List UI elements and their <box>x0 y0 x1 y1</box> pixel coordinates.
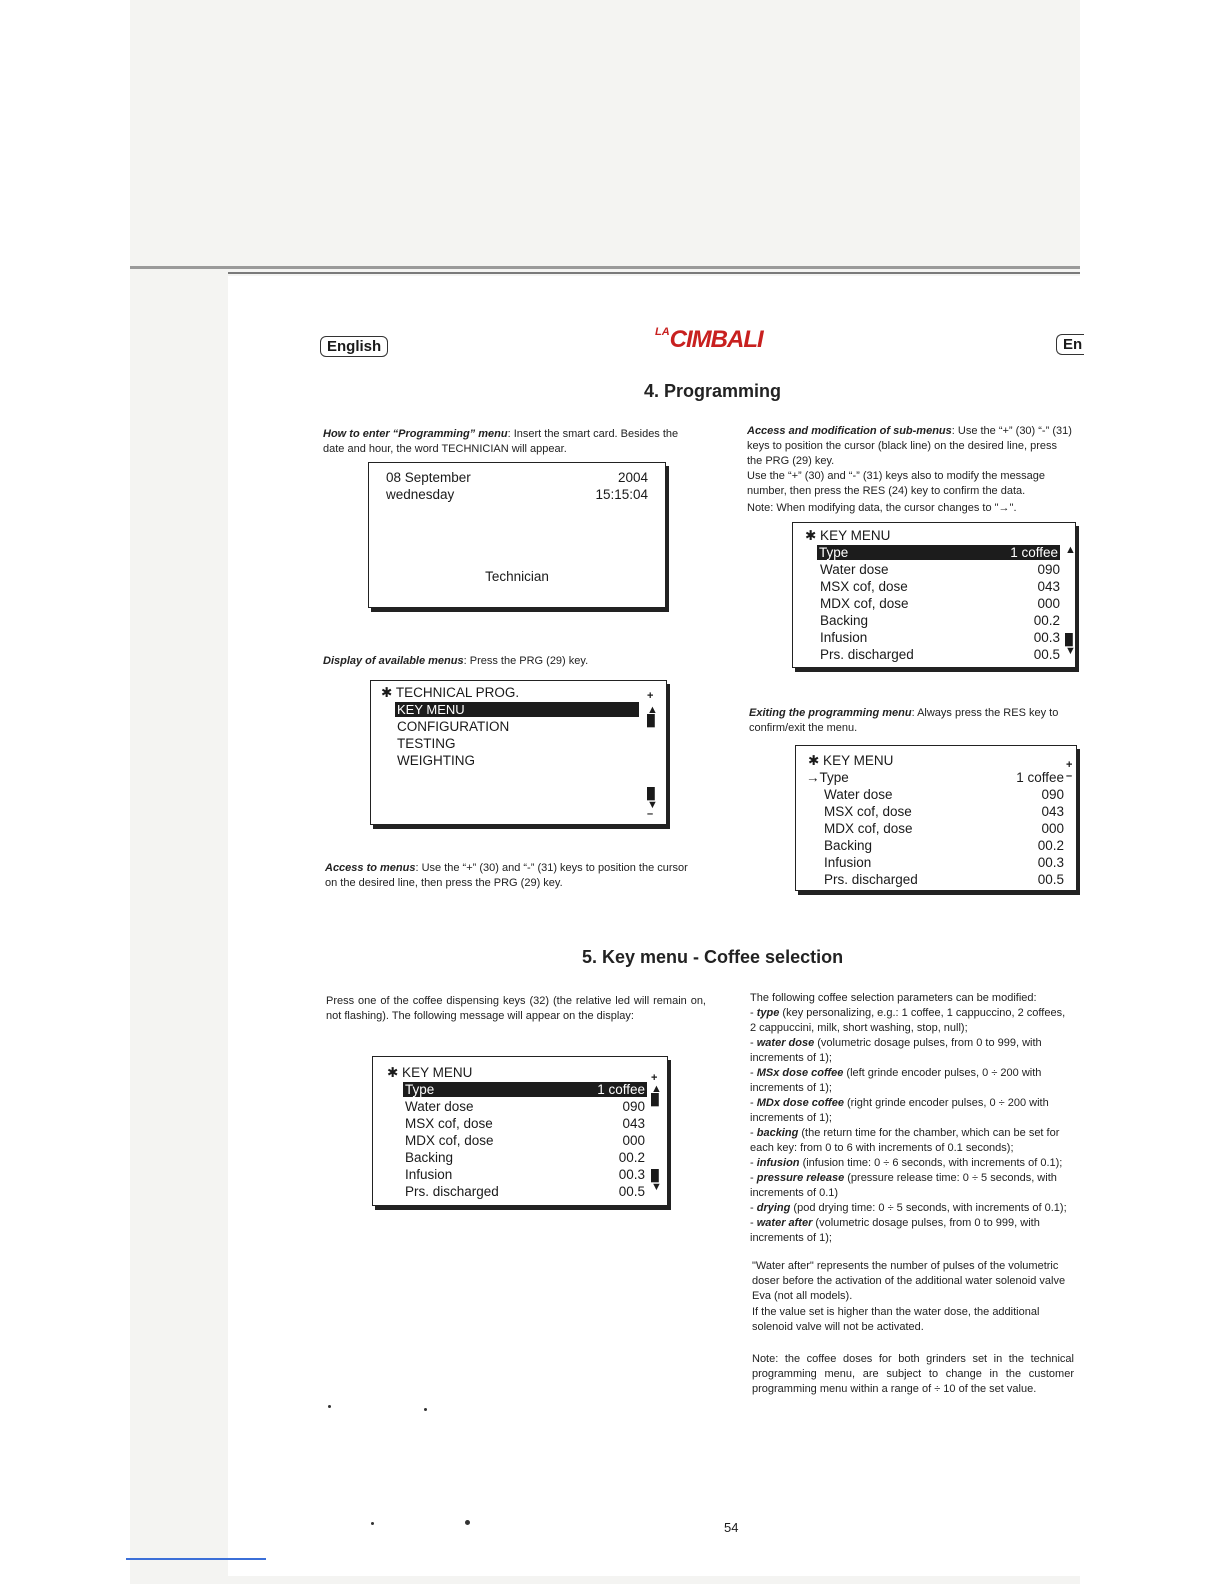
section-5-title: 5. Key menu - Coffee selection <box>582 947 844 967</box>
param-item: - MSx dose coffee (left grinde encoder pulses, 0 ÷ 200 with increments of 1); <box>750 1067 1042 1094</box>
modify-plus-minus-icon: + – <box>1066 759 1073 782</box>
lcd-tech-item-weighting: WEIGHTING <box>397 753 475 768</box>
params-list <box>750 1006 1074 1246</box>
param-item: - water after (volumetric dosage pulses, from 0 to 999, with increments of 1); <box>750 1217 1040 1244</box>
param-item: - type (key personalizing, e.g.: 1 coffee, 1 cappuccino, 2 coffees, 2 cappuccini, milk, short washing, stop, null); <box>750 1007 1066 1034</box>
scroll-down-icon: █ ▼ <box>651 1170 662 1193</box>
key-menu-row-water: Water dose 090 <box>824 787 1064 802</box>
language-badge-left: English <box>320 336 388 357</box>
param-item: - infusion (infusion time: 0 ÷ 6 seconds, with increments of 0.1); <box>750 1157 1063 1169</box>
lcd-tech-item-testing: TESTING <box>397 736 456 751</box>
language-badge-right: En <box>1056 334 1084 355</box>
param-item: - drying (pod drying time: 0 ÷ 5 seconds, with increments of 0.1); <box>750 1202 1067 1214</box>
key-menu-row-discharged: Prs. discharged 00.5 <box>824 872 1064 887</box>
lcd-time: 15:15:04 <box>595 487 648 502</box>
lcd-day: wednesday <box>386 487 455 502</box>
submenus-modify-paragraph: Use the “+” (30) and “-” (31) keys also to modify the message number, then press the RES (24) key to confirm the data. <box>747 470 1046 497</box>
display-menus-paragraph: Display of available menus: Press the PRG (29) key. <box>323 655 589 667</box>
access-menus-paragraph: Access to menus: Use the “+” (30) and “-” (31) keys to position the cursor on the desired line, then press the PRG (29) key. <box>325 862 688 889</box>
key-menu-row-backing: Backing 00.2 <box>824 838 1064 853</box>
key-menu-row-type: Type 1 coffee <box>405 1082 645 1097</box>
lcd-tech-item-configuration: CONFIGURATION <box>397 719 510 734</box>
section-4-title: 4. Programming <box>644 381 782 401</box>
page-top-rule <box>228 272 1080 274</box>
page-edge <box>130 266 1080 269</box>
lcd-year: 2004 <box>617 470 648 485</box>
scroll-plus-icon: + ▲ █ <box>651 1072 662 1106</box>
key-menu-row-backing: Backing 00.2 <box>405 1150 645 1165</box>
key-menu-row-infusion: Infusion 00.3 <box>824 855 1064 870</box>
press-coffee-key-paragraph: Press one of the coffee dispensing keys (32) (the relative led will remain on, not flashing). The following message will appear on the display: <box>326 995 706 1022</box>
key-menu-title: ✱ KEY MENU <box>805 528 891 543</box>
key-menu-row-msx: MSX cof, dose 043 <box>405 1116 645 1131</box>
key-menu-row-discharged: Prs. discharged 00.5 <box>405 1184 645 1199</box>
cimbali-logo: $^{LA}$CIMBALI <box>655 326 763 353</box>
scan-speck <box>424 1408 427 1411</box>
key-menu-row-infusion: Infusion 00.3 <box>405 1167 645 1182</box>
submenus-note: Note: When modifying data, the cursor changes to "→". <box>747 502 1017 514</box>
lcd-technician-label: Technician <box>485 569 549 584</box>
scroll-up-icon: ▲ █ <box>647 704 658 727</box>
param-item: - water dose (volumetric dosage pulses, from 0 to 999, with increments of 1); <box>750 1037 1042 1064</box>
param-item: - backing (the return time for the chamber, which can be set for each key: from 0 to 6 with increments of 0.1 seconds); <box>750 1127 1060 1154</box>
key-menu-row-type: Type 1 coffee <box>819 545 1058 560</box>
coffee-doses-note: Note: the coffee doses for both grinders set in the technical programming menu, are subject to change in the customer programming menu within a range of ÷ 10 of the set value. <box>752 1353 1074 1395</box>
scroll-plus-icon: + <box>647 690 654 702</box>
key-menu-row-water: Water dose 090 <box>405 1099 645 1114</box>
exit-programming-paragraph: Exiting the programming menu: Always press the RES key to confirm/exit the menu. <box>749 707 1059 734</box>
key-menu-title: ✱ KEY MENU <box>808 753 894 768</box>
key-menu-row-infusion: Infusion 00.3 <box>820 630 1060 645</box>
scroll-down-icon: █ ▼ <box>1065 634 1076 657</box>
scan-speck <box>465 1520 470 1525</box>
lcd-key-menu-modify <box>795 745 1077 891</box>
key-menu-row-type-arrow: →Type 1 coffee <box>806 770 1064 785</box>
key-menu-row-backing: Backing 00.2 <box>820 613 1060 628</box>
key-menu-row-water: Water dose 090 <box>820 562 1060 577</box>
param-item: - MDx dose coffee (right grinde encoder pulses, 0 ÷ 200 with increments of 1); <box>750 1097 1049 1124</box>
water-after-paragraph: "Water after" represents the number of pulses of the volumetric doser before the activation of the additional water solenoid valve Eva (not all models). <box>752 1260 1066 1302</box>
key-menu-row-mdx: MDX cof, dose 000 <box>824 821 1064 836</box>
scroll-minus-icon: – <box>647 808 654 820</box>
torn-edge <box>1060 680 1080 720</box>
lcd-key-menu-cursor <box>792 522 1076 668</box>
scroll-up-icon: ▲ <box>1065 544 1076 556</box>
scan-speck <box>371 1522 374 1525</box>
submenus-paragraph: Access and modification of sub-menus: Use the “+” (30) “-” (31) keys to position the cursor (black line) on the desired line, press the PRG (29) key. <box>747 425 1072 467</box>
water-after-paragraph-2: If the value set is higher than the water dose, the additional solenoid valve will not be activated. <box>752 1306 1040 1333</box>
key-menu-row-mdx: MDX cof, dose 000 <box>405 1133 645 1148</box>
lcd-tech-title: ✱ TECHNICAL PROG. <box>381 685 520 700</box>
key-menu-row-msx: MSX cof, dose 043 <box>824 804 1064 819</box>
param-item: - pressure release (pressure release time: 0 ÷ 5 seconds, with increments of 0.1) <box>750 1172 1057 1199</box>
params-intro: The following coffee selection parameters can be modified: <box>750 992 1037 1004</box>
lcd-tech-item-key-menu: KEY MENU <box>395 702 639 717</box>
key-menu-row-discharged: Prs. discharged 00.5 <box>820 647 1060 662</box>
key-menu-title: ✱ KEY MENU <box>387 1065 473 1080</box>
lcd-key-menu-coffee <box>372 1056 668 1206</box>
enter-programming-paragraph: How to enter “Programming” menu: Insert the smart card. Besides the date and hour, the word TECHNICIAN will appear. <box>323 428 679 455</box>
scroll-down-icon: █ ▼ <box>647 788 658 811</box>
lcd-technical-prog <box>370 680 667 825</box>
lcd-date-display <box>368 462 666 608</box>
lcd-date: 08 September <box>386 470 471 485</box>
key-menu-row-mdx: MDX cof, dose 000 <box>820 596 1060 611</box>
selection-bar <box>126 1558 266 1560</box>
page-number: 54 <box>724 1520 739 1535</box>
scan-speck <box>328 1405 331 1408</box>
key-menu-row-msx: MSX cof, dose 043 <box>820 579 1060 594</box>
